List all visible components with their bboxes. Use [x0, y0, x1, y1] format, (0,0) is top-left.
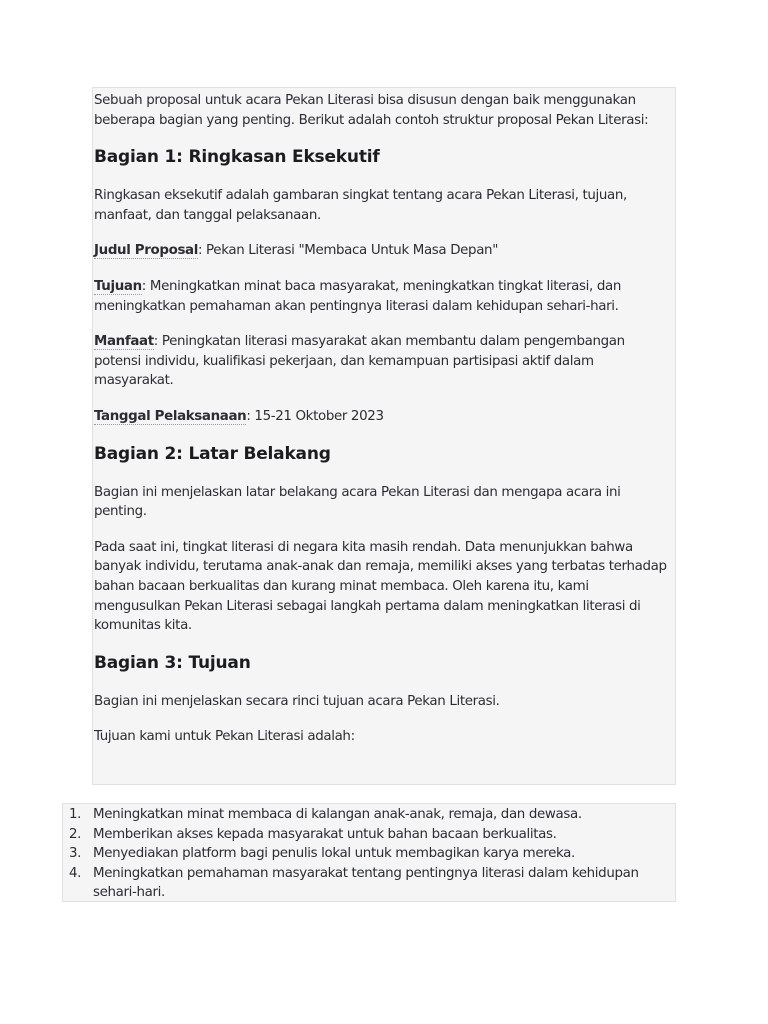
list-item [63, 825, 675, 845]
section-3-lead: Tujuan kami untuk Pekan Literasi adalah: [94, 729, 355, 745]
goal-line [94, 277, 673, 316]
benefit-label: Manfaat [94, 334, 154, 350]
list-item [63, 805, 675, 825]
document-body [93, 91, 675, 763]
list-item-text: Memberikan akses kepada masyarakat untuk bahan bacaan berkualitas. [93, 826, 557, 842]
benefit-value: : Peningkatan literasi masyarakat akan membantu dalam pengembangan potensi individu, kualifikasi pekerjaan, dan kemampuan partisipasi aktif dalam masyarakat. [94, 334, 625, 389]
section-1-summary: Ringkasan eksekutif adalah gambaran singkat tentang acara Pekan Literasi, tujuan, manfaat, dan tanggal pelaksanaan. [94, 188, 627, 223]
list-item [63, 844, 675, 864]
proposal-title-label: Judul Proposal [94, 243, 198, 259]
list-item [63, 864, 675, 903]
date-value: : 15-21 Oktober 2023 [246, 408, 384, 424]
section-2-intro: Bagian ini menjelaskan latar belakang acara Pekan Literasi dan mengapa acara ini penting. [94, 484, 621, 520]
goals-list-block [62, 803, 676, 902]
date-label: Tanggal Pelaksanaan [94, 408, 247, 424]
list-item-number: 4. [69, 865, 82, 881]
section-2-heading: Bagian 2: Latar Belakang [94, 443, 331, 464]
benefit-line [94, 332, 673, 391]
list-item-text: Meningkatkan minat membaca di kalangan anak-anak, remaja, dan dewasa. [93, 807, 582, 822]
list-item-number: 3. [69, 846, 82, 862]
goal-label: Tujuan [94, 278, 142, 294]
list-item-text: Meningkatkan pemahaman masyarakat tentang pentingnya literasi dalam kehidupan sehari-hari. [93, 865, 639, 901]
section-3-intro: Bagian ini menjelaskan secara rinci tujuan acara Pekan Literasi. [94, 693, 500, 709]
document-content-block [92, 87, 676, 785]
proposal-title-value: : Pekan Literasi "Membaca Untuk Masa Depan" [197, 243, 498, 259]
list-item-number: 1. [69, 807, 82, 822]
list-item-number: 2. [69, 826, 82, 842]
date-line [94, 407, 673, 427]
section-3-heading: Bagian 3: Tujuan [94, 652, 251, 673]
section-1-heading: Bagian 1: Ringkasan Eksekutif [94, 147, 380, 168]
intro-paragraph: Sebuah proposal untuk acara Pekan Literasi bisa disusun dengan baik menggunakan beberapa bagian yang penting. Berikut adalah contoh struktur proposal Pekan Literasi: [94, 93, 649, 128]
goals-list [63, 805, 675, 903]
proposal-title-line [94, 241, 673, 261]
goal-value: : Meningkatkan minat baca masyarakat, meningkatkan tingkat literasi, dan meningkatkan pemahaman akan pentingnya literasi dalam kehidupan sehari-hari. [94, 278, 621, 314]
list-item-text: Menyediakan platform bagi penulis lokal untuk membagikan karya mereka. [93, 846, 575, 862]
section-2-body: Pada saat ini, tingkat literasi di negara kita masih rendah. Data menunjukkan bahwa banyak individu, terutama anak-anak dan remaja, memiliki akses yang terbatas terhadap bahan bacaan berkualitas dan kurang minat membaca. Oleh karena itu, kami mengusulkan Pekan Literasi sebagai langkah pertama dalam meningkatkan literasi di komunitas kita. [94, 539, 667, 634]
